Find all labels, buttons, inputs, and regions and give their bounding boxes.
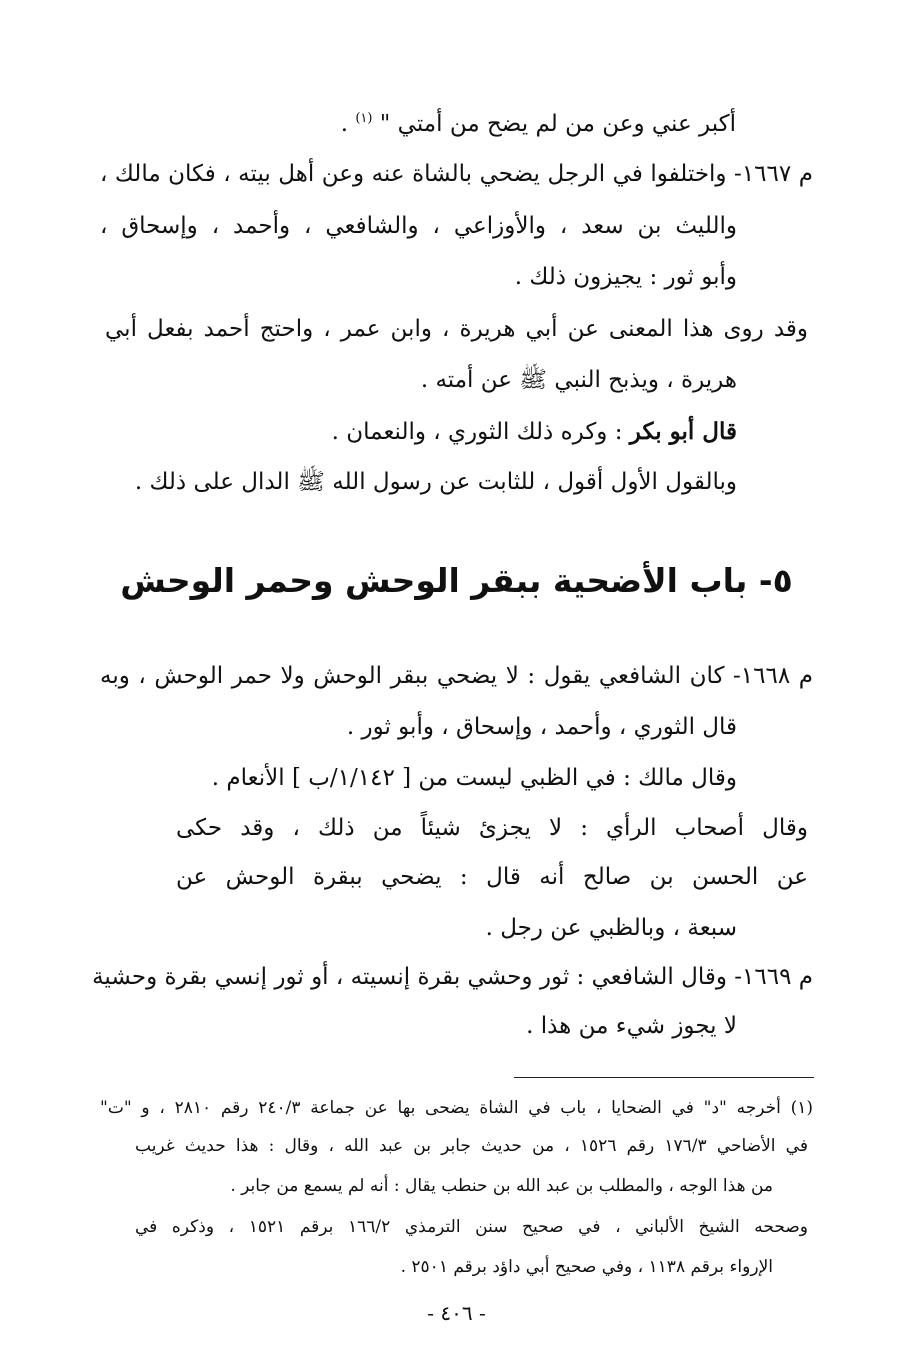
- footnote-separator: [514, 1077, 814, 1078]
- text-line: لا يجوز شيء من هذا .: [526, 1013, 737, 1039]
- text-line: م ١٦٦٨- كان الشافعي يقول : لا يضحي ببقر الوحش ولا حمر الوحش ، وبه: [100, 663, 813, 689]
- text-line: وأبو ثور : يجيزون ذلك .: [514, 264, 737, 290]
- footnote-ref: (١): [355, 111, 373, 126]
- text-line: سبعة ، وبالظبي عن رجل .: [485, 915, 737, 941]
- text-line: م ١٦٦٩- وقال الشافعي : ثور وحشي بقرة إنسيته ، أو ثور إنسي بقرة وحشية: [92, 964, 813, 990]
- footnote-line: في الأضاحي ١٧٦/٣ رقم ١٥٢٦ ، من حديث جابر بن عبد الله ، وقال : هذا حديث غريب: [135, 1136, 808, 1156]
- footnote-line: الإرواء برقم ١١٣٨ ، وفي صحيح أبي داؤد برقم ٢٥٠١ .: [400, 1257, 773, 1277]
- text-line: م ١٦٦٧- واختلفوا في الرجل يضحي بالشاة عنه وعن أهل بيته ، فكان مالك ،: [100, 161, 813, 187]
- text-line: قال الثوري ، وأحمد ، وإسحاق ، وأبو ثور .: [346, 714, 737, 740]
- text-line: وقد روى هذا المعنى عن أبي هريرة ، وابن عمر ، واحتج أحمد بفعل أبي: [105, 316, 808, 342]
- footnote-line: (١) أخرجه "د" في الضحايا ، باب في الشاة يضحى بها عن جماعة ٢٤٠/٣ رقم ٢٨١٠ ، و "ت": [100, 1098, 813, 1118]
- text-line: وبالقول الأول أقول ، للثابت عن رسول الله ﷺ الدال على ذلك .: [134, 469, 737, 495]
- page-number: - ٤٠٦ -: [427, 1301, 486, 1325]
- text-line: وقال أصحاب الرأي : لا يجزئ شيئاً من ذلك ، وقد حكى: [176, 815, 808, 841]
- footnote-line: وصححه الشيخ الألباني ، في صحيح سنن الترمذي ١٦٦/٢ برقم ١٥٢١ ، وذكره في: [135, 1217, 809, 1237]
- text-line: وقال مالك : في الظبي ليست من [ ١/١٤٢/ب ] الأنعام .: [211, 765, 737, 791]
- text-line: والليث بن سعد ، والأوزاعي ، والشافعي ، وأحمد ، وإسحاق ،: [100, 213, 737, 239]
- text-line: أكبر عني وعن من لم يضح من أمتي " $^{(١)}$ .: [340, 111, 736, 137]
- section-heading: ٥- باب الأضحية ببقر الوحش وحمر الوحش: [120, 561, 793, 600]
- text-line: عن الحسن بن صالح أنه قال : يضحي ببقرة الوحش عن: [176, 864, 808, 890]
- author-name: قال أبو بكر: [629, 418, 737, 445]
- text-line: هريرة ، ويذبح النبي ﷺ عن أمته .: [420, 367, 737, 393]
- footnote-line: من هذا الوجه ، والمطلب بن عبد الله بن حنطب يقال : أنه لم يسمع من جابر .: [230, 1176, 773, 1196]
- text-line: قال أبو بكر : وكره ذلك الثوري ، والنعمان .: [331, 418, 737, 445]
